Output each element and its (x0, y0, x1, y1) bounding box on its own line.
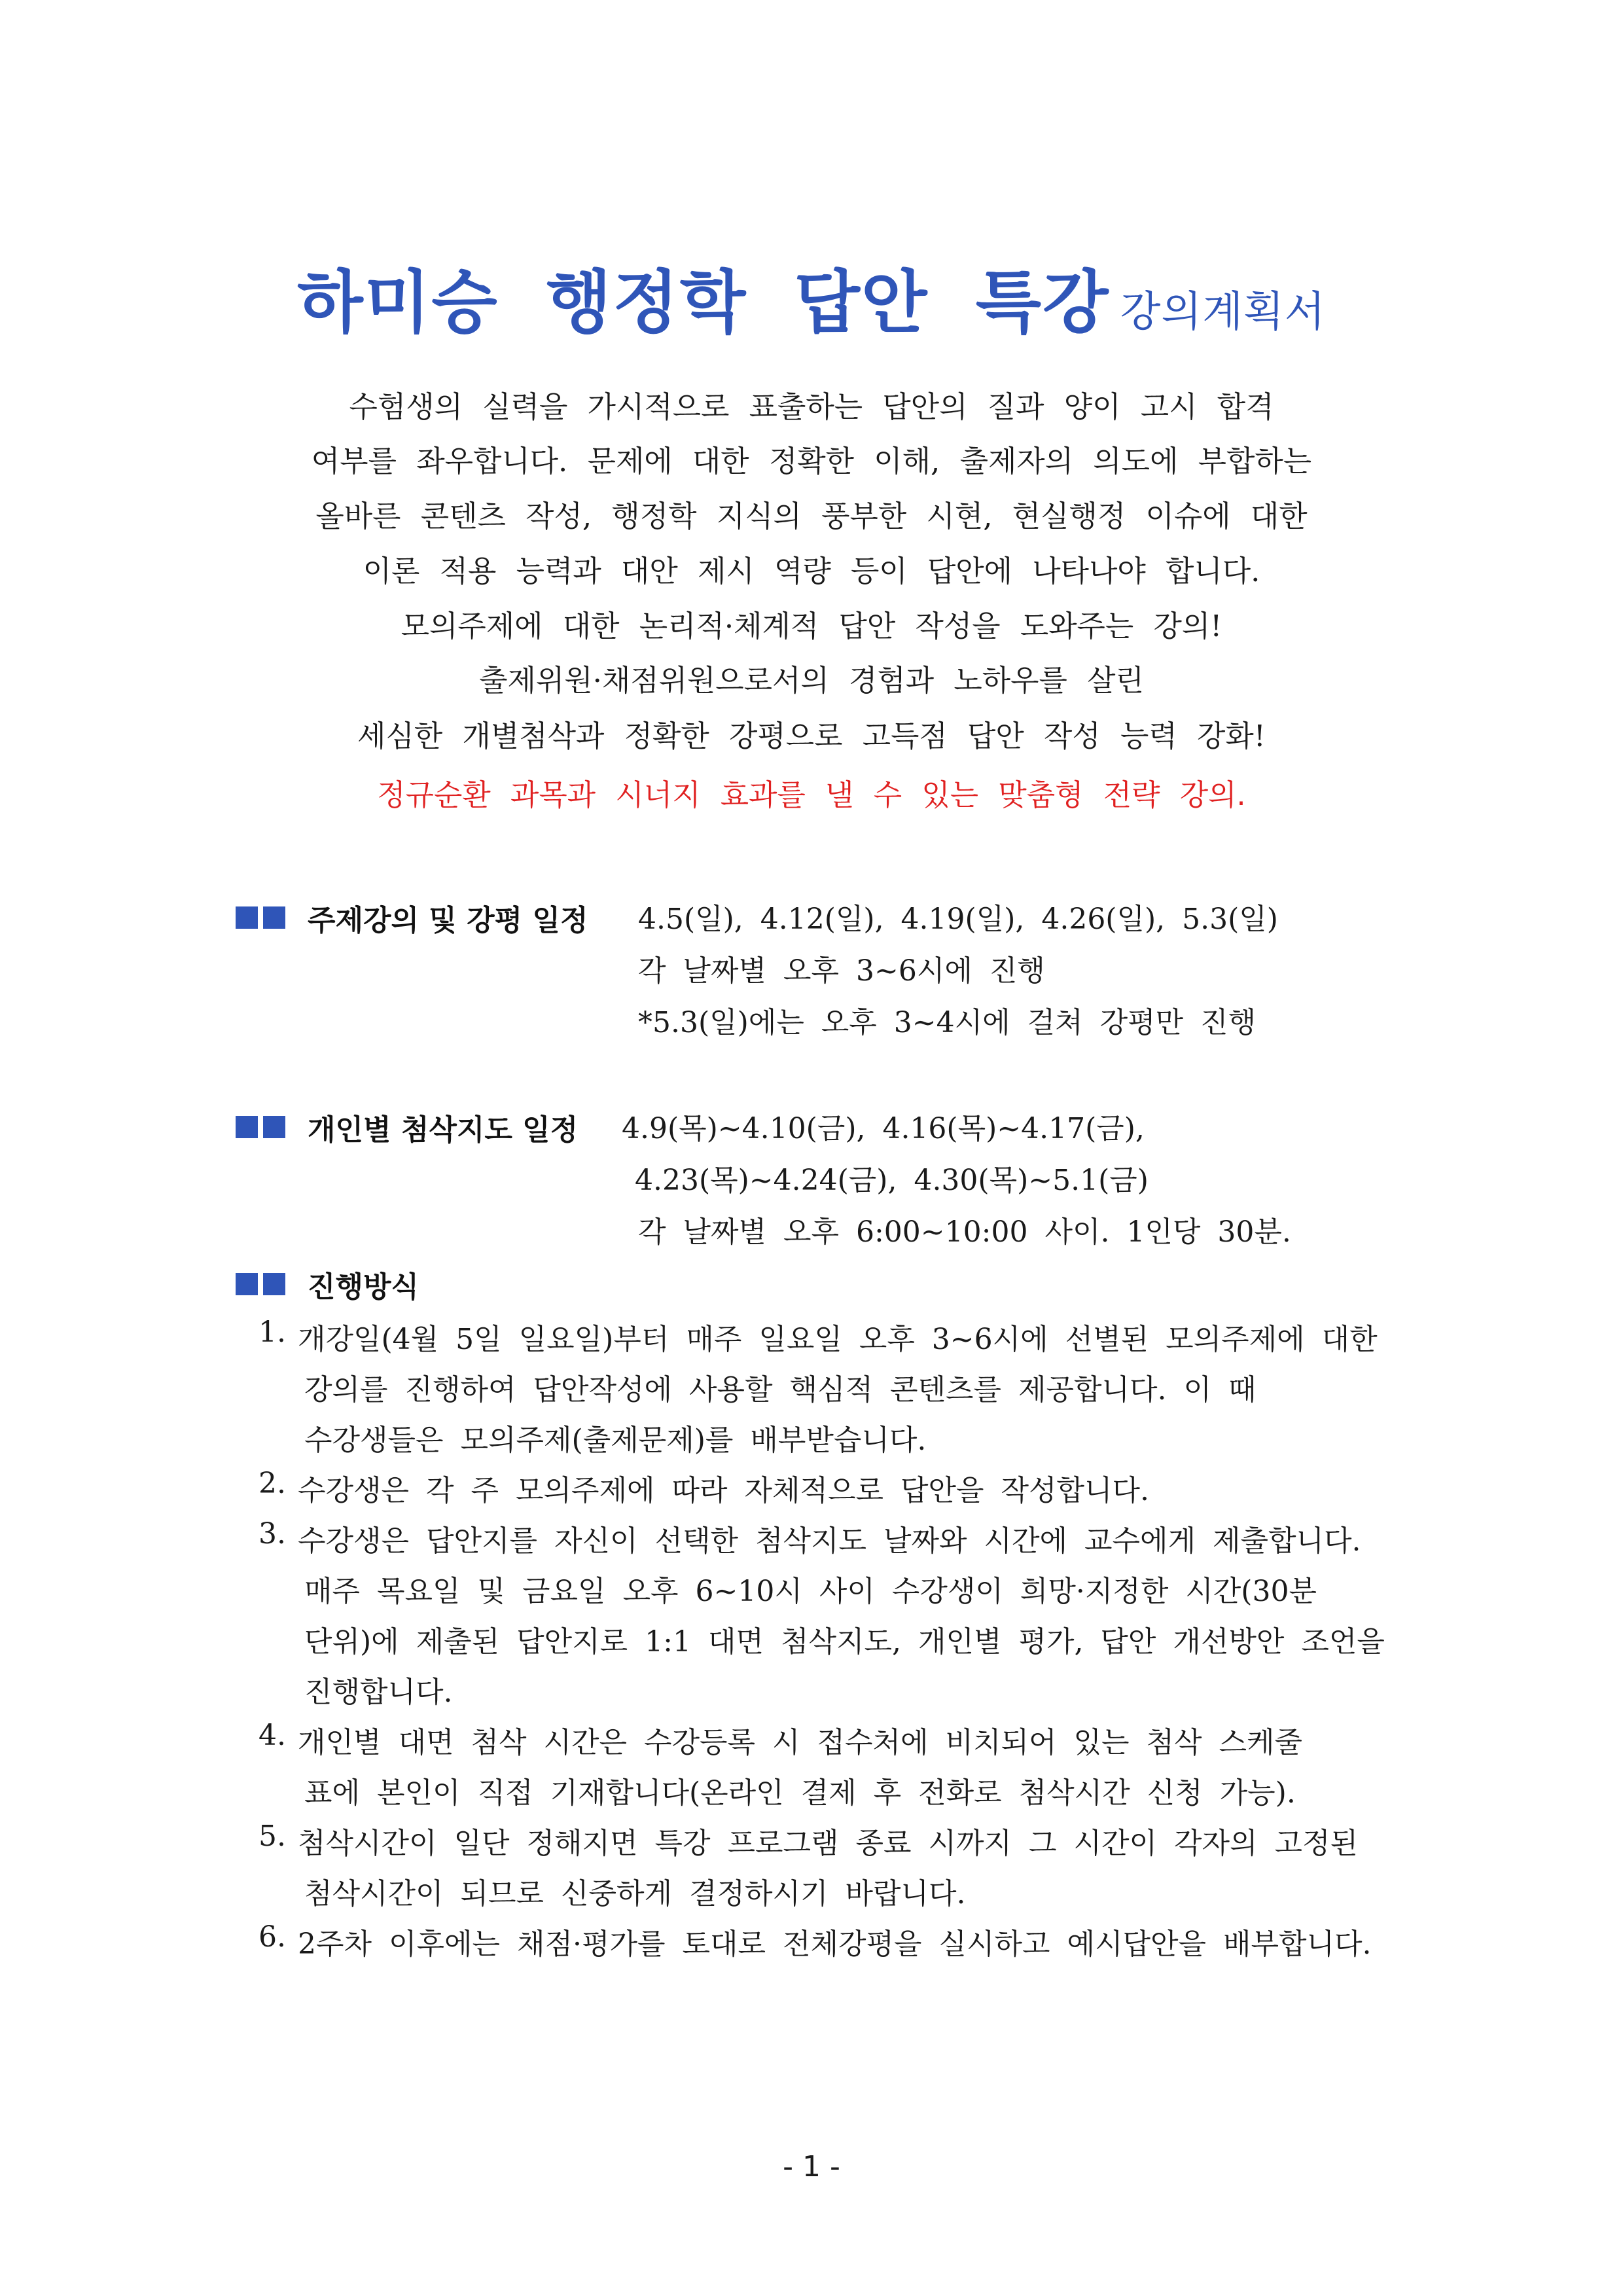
correction-schedule-heading (236, 1106, 578, 1148)
method-item-3-line-2: 매주 목요일 및 금요일 오후 6~10시 사이 수강생이 희망·지정한 시간(30분 (304, 1575, 1317, 1608)
bullet-square-icon (236, 1116, 258, 1138)
method-item-1-line-3: 수강생들은 모의주제(출제문제)를 배부받습니다. (304, 1424, 927, 1457)
intro-line-6: 출제위원·채점위원으로서의 경험과 노하우를 살린 (479, 663, 1144, 698)
intro-line-7: 세심한 개별첨삭과 정확한 강평으로 고득점 답안 작성 능력 강화! (357, 719, 1266, 753)
bullet-square-icon (263, 1116, 285, 1138)
correction-schedule-heading-label: 개인별 첨삭지도 일정 (308, 1113, 579, 1147)
intro-line-2: 여부를 좌우합니다. 문제에 대한 정확한 이해, 출제자의 의도에 부합하는 (311, 444, 1312, 478)
correction-schedule-time: 각 날짜별 오후 6:00~10:00 사이. 1인당 30분. (638, 1215, 1291, 1249)
method-item-5-line-1: 첨삭시간이 일단 정해지면 특강 프로그램 종료 시까지 그 시간이 각자의 고정된 (298, 1827, 1358, 1860)
method-item-1-line-2: 강의를 진행하여 답안작성에 사용할 핵심적 콘텐츠를 제공합니다. 이 때 (304, 1373, 1257, 1407)
method-item-number: 4. (259, 1719, 286, 1752)
method-item-4-line-2: 표에 본인이 직접 기재합니다(온라인 결제 후 전화로 첨삭시간 신청 가능). (304, 1776, 1296, 1810)
intro-line-4: 이론 적용 능력과 대안 제시 역량 등이 답안에 나타나야 합니다. (363, 554, 1260, 588)
method-item-5-line-2: 첨삭시간이 되므로 신중하게 결정하시기 바랍니다. (304, 1877, 966, 1910)
lecture-schedule-heading (236, 897, 588, 939)
lecture-schedule-heading-label: 주제강의 및 강평 일정 (308, 904, 588, 937)
document-title (0, 247, 1623, 346)
title-main: 하미승 행정학 답안 특강 (297, 262, 1110, 342)
method-item-3-line-1: 수강생은 답안지를 자신이 선택한 첨삭지도 날짜와 시간에 교수에게 제출합니다. (298, 1524, 1361, 1558)
intro-line-1: 수험생의 실력을 가시적으로 표출하는 답안의 질과 양이 고시 합격 (349, 389, 1274, 424)
page-number: - 1 - (783, 2150, 840, 2183)
method-item-1-line-1: 개강일(4월 5일 일요일)부터 매주 일요일 오후 3~6시에 선별된 모의주제에 대한 (298, 1323, 1378, 1356)
intro-line-5: 모의주제에 대한 논리적·체계적 답안 작성을 도와주는 강의! (401, 609, 1222, 643)
method-item-number: 2. (259, 1467, 286, 1500)
bullet-square-icon (236, 906, 258, 929)
bullet-square-icon (236, 1273, 258, 1295)
method-item-number: 1. (259, 1316, 286, 1349)
lecture-schedule-note: *5.3(일)에는 오후 3~4시에 걸쳐 강평만 진행 (638, 1006, 1257, 1039)
correction-schedule-dates-2: 4.23(목)~4.24(금), 4.30(목)~5.1(금) (635, 1164, 1149, 1197)
title-sub: 강의계획서 (1120, 288, 1326, 336)
bullet-square-icon (263, 1273, 285, 1295)
method-item-number: 6. (259, 1920, 286, 1954)
method-item-3-line-4: 진행합니다. (304, 1676, 453, 1709)
method-item-number: 3. (259, 1517, 286, 1551)
method-item-3-line-3: 단위)에 제출된 답안지로 1:1 대면 첨삭지도, 개인별 평가, 답안 개선방안 조언을 (304, 1625, 1385, 1659)
method-item-4-line-1: 개인별 대면 첨삭 시간은 수강등록 시 접수처에 비치되어 있는 첨삭 스케줄 (298, 1726, 1302, 1759)
method-item-number: 5. (259, 1820, 286, 1853)
intro-line-3: 올바른 콘텐츠 작성, 행정학 지식의 풍부한 시현, 현실행정 이슈에 대한 (315, 499, 1308, 533)
correction-schedule-dates-1: 4.9(목)~4.10(금), 4.16(목)~4.17(금), (622, 1112, 1145, 1145)
bullet-square-icon (263, 906, 285, 929)
method-heading (236, 1263, 419, 1305)
method-heading-label: 진행방식 (308, 1270, 419, 1304)
lecture-schedule-time: 각 날짜별 오후 3~6시에 진행 (638, 954, 1045, 988)
method-item-2-line-1: 수강생은 각 주 모의주제에 따라 자체적으로 답안을 작성합니다. (298, 1474, 1149, 1507)
method-item-6-line-1: 2주차 이후에는 채점·평가를 토대로 전체강평을 실시하고 예시답안을 배부합니다. (298, 1928, 1372, 1961)
lecture-schedule-dates: 4.5(일), 4.12(일), 4.19(일), 4.26(일), 5.3(일) (638, 903, 1278, 936)
intro-highlight: 정규순환 과목과 시너지 효과를 낼 수 있는 맞춤형 전략 강의. (377, 778, 1246, 812)
